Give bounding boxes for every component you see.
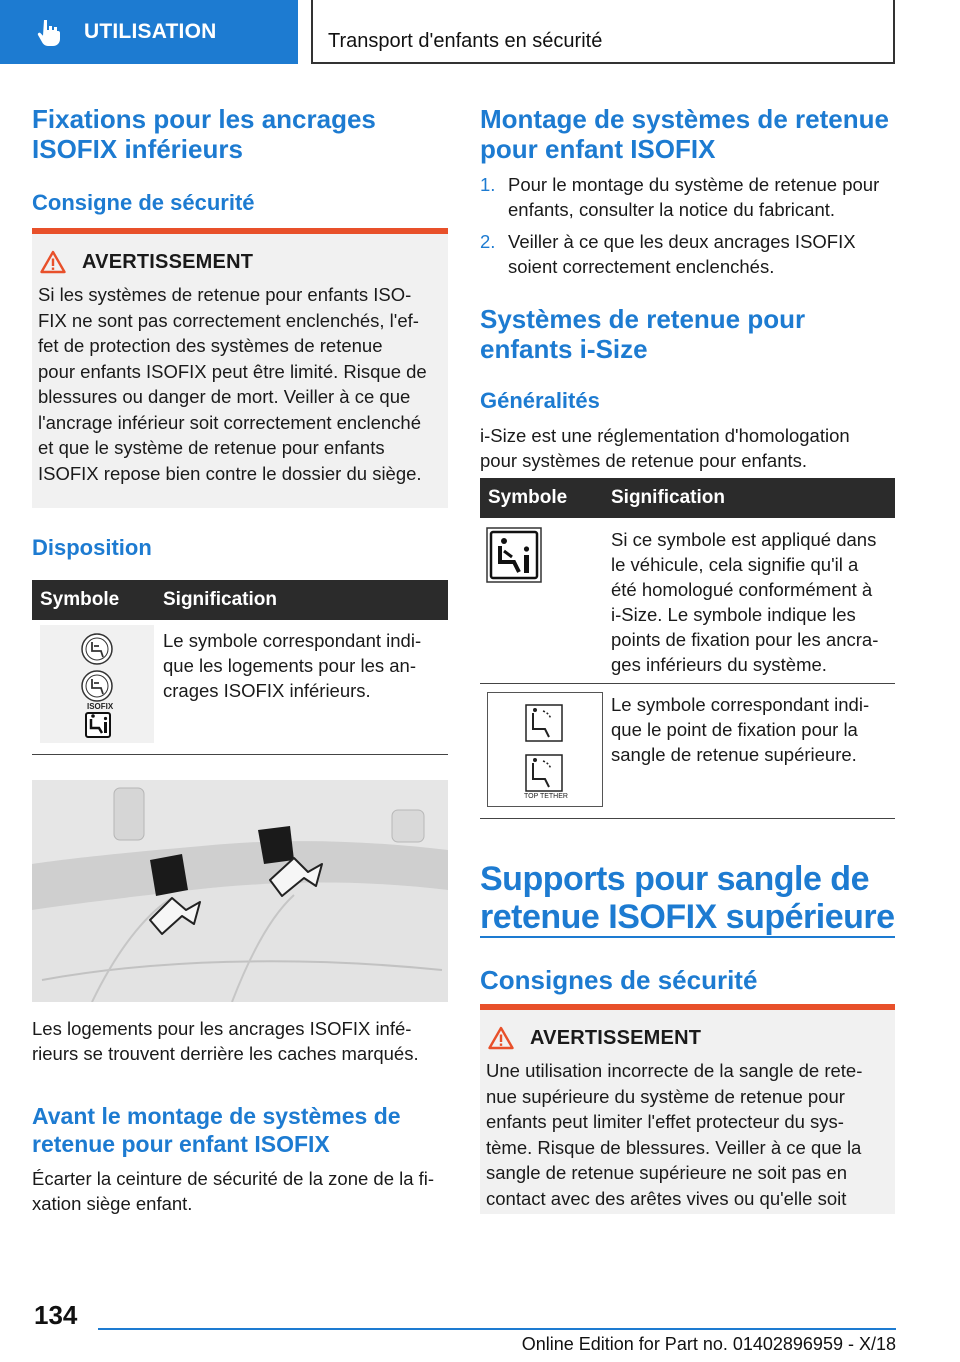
cell-line: que les logements pour les an- [163, 655, 416, 676]
text-line: xation siège enfant. [32, 1193, 193, 1214]
warning-line: tème. Risque de blessures. Veiller à ce que la [486, 1136, 862, 1158]
top-tether-label: TOP TETHER [524, 793, 568, 800]
warning-triangle-icon [488, 1026, 514, 1050]
text-line: Écarter la ceinture de sécurité de la zone de la fi- [32, 1168, 435, 1189]
chapter-title: Transport d'enfants en sécurité [328, 30, 603, 52]
cell-line: le véhicule, cela signifie qu'il a [611, 554, 859, 575]
warning-line: nue supérieure du système de retenue pour [486, 1085, 845, 1107]
safety-heading: Consignes de sécurité [480, 965, 758, 995]
warning-label: AVERTISSEMENT [530, 1026, 702, 1049]
warning-box [32, 228, 448, 508]
table-row [611, 692, 901, 767]
isofix-label: ISOFIX [87, 702, 114, 711]
column-header-symbol: Symbole [40, 589, 120, 610]
caption-line: rieurs se trouvent derrière les caches marqués. [32, 1043, 419, 1064]
table-divider [480, 683, 895, 684]
safety-heading: Consigne de sécurité [32, 190, 255, 215]
cell-line: ges inférieurs du système. [611, 654, 827, 675]
isize-heading: Systèmes de retenue pour enfants i-Size [480, 304, 806, 364]
column-header-meaning: Signification [611, 487, 725, 508]
page-number: 134 [34, 1300, 78, 1330]
table-header [480, 478, 895, 518]
photo-caption [32, 1016, 452, 1066]
list-item [480, 229, 900, 279]
before-mounting-heading: Avant le montage de systèmes de retenue pour enfant ISOFIX [32, 1103, 401, 1157]
rear-seat-illustration [32, 780, 448, 1002]
rear-seat-photo [32, 780, 448, 1002]
before-mounting-text [32, 1166, 452, 1216]
cell-line: i-Size. Le symbole indique les [611, 604, 856, 625]
warning-line: et que le système de retenue pour enfants [38, 437, 385, 458]
table-row [611, 527, 901, 677]
section-tab[interactable] [0, 0, 298, 64]
step-line: soient correctement enclenchés. [508, 256, 775, 277]
warning-line: blessures ou danger de mort. Veiller à ce que [38, 386, 411, 407]
warning-line: ISOFIX repose bien contre le dossier du siège. [38, 462, 422, 484]
step-line: enfants, consulter la notice du fabricant. [508, 199, 836, 220]
supports-heading: Supports pour sangle de retenue ISOFIX supérieure [480, 860, 895, 936]
warning-label: AVERTISSEMENT [82, 250, 254, 273]
cell-line: Si ce symbole est appliqué dans [611, 529, 877, 550]
cell-line: points de fixation pour les ancra- [611, 629, 879, 650]
text-line: i-Size est une réglementation d'homologation [480, 425, 850, 446]
symbol-cell [487, 692, 603, 807]
table-header [32, 580, 448, 620]
text-line: pour systèmes de retenue pour enfants. [480, 450, 808, 471]
warning-line: contact avec des arêtes vives ou qu'elle soit [486, 1187, 847, 1209]
warning-bar [32, 228, 448, 234]
section-label: UTILISATION [84, 20, 217, 43]
table-divider [32, 754, 448, 755]
cell-line: été homologué conformément à [611, 579, 873, 600]
cell-line: que le point de fixation pour la [611, 719, 858, 740]
disposition-heading: Disposition [32, 535, 152, 560]
footer-edition: Online Edition for Part no. 01402896959 - X/18 [521, 1334, 896, 1354]
symbol-cell [40, 625, 154, 743]
warning-line: pour enfants ISOFIX peut être limité. Risque de [38, 360, 427, 382]
warning-text [480, 1050, 895, 1211]
footer-rule [98, 1328, 896, 1330]
step-number: 1. [480, 174, 496, 195]
isize-seat-icon [486, 527, 542, 583]
warning-line: enfants peut limiter l'effet protecteur du sys- [486, 1111, 844, 1132]
list-item [480, 172, 900, 222]
table-divider [480, 818, 895, 819]
warning-line: sangle de retenue supérieure ne soit pas en [486, 1162, 848, 1183]
warning-line: Si les systèmes de retenue pour enfants ISO- [38, 284, 412, 305]
hand-pointer-icon [34, 17, 64, 47]
step-line: Pour le montage du système de retenue pour [508, 174, 880, 195]
heading-rule [480, 936, 895, 938]
warning-line: l'ancrage inférieur soit correctement enclenché [38, 411, 421, 433]
warning-box [480, 1004, 895, 1214]
chapter-header [311, 0, 895, 64]
montage-heading: Montage de systèmes de retenue pour enfant ISOFIX [480, 104, 889, 164]
column-header-meaning: Signification [163, 589, 277, 610]
warning-line: FIX ne sont pas correctement enclenchés, l'ef- [38, 309, 419, 331]
general-heading: Généralités [480, 388, 600, 413]
step-line: Veiller à ce que les deux ancrages ISOFIX [508, 231, 856, 252]
warning-bar [480, 1004, 895, 1010]
table-row [163, 628, 448, 703]
cell-line: Le symbole correspondant indi- [611, 694, 870, 715]
section-title: Fixations pour les ancrages ISOFIX inférieurs [32, 104, 376, 164]
cell-line: Le symbole correspondant indi- [163, 630, 422, 651]
warning-text [32, 274, 448, 486]
warning-triangle-icon [40, 250, 66, 274]
warning-line: Une utilisation incorrecte de la sangle de rete- [486, 1060, 863, 1081]
general-text [480, 423, 900, 473]
warning-line: fet de protection des systèmes de retenue [38, 335, 383, 356]
column-header-symbol: Symbole [488, 487, 568, 508]
cell-line: crages ISOFIX inférieurs. [163, 680, 371, 701]
step-number: 2. [480, 231, 496, 252]
cell-line: sangle de retenue supérieure. [611, 744, 857, 765]
top-tether-icon [488, 693, 604, 808]
isofix-seat-icon [40, 625, 154, 743]
caption-line: Les logements pour les ancrages ISOFIX infé- [32, 1018, 412, 1039]
